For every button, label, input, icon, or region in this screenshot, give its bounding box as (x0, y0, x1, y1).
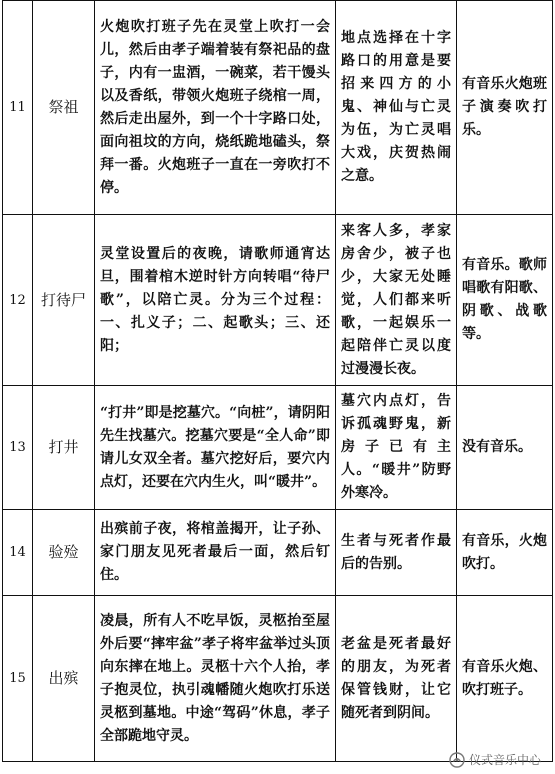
ritual-music: 没有音乐。 (457, 386, 553, 510)
ritual-music: 有音乐。歌师唱歌有阳歌、阴歌、战歌等。 (457, 215, 553, 386)
ritual-description: 出殡前子夜，将棺盖揭开，让子孙、家门朋友见死者最后一面，然后钉住。 (95, 510, 336, 596)
ritual-name: 祭祖 (33, 1, 95, 215)
ritual-purpose: 来客人多，孝家房舍少，被子也少，大家无处睡觉，人们都来听歌，一起娱乐一起陪伴亡灵以度过漫漫长夜。 (336, 215, 457, 386)
ritual-description: 灵堂设置后的夜晚，请歌师通宵达旦，围着棺木逆时针方向转唱“待尸歌”，以陪亡灵。分为三个过程：一、扎义子；二、起歌头；三、还阳； (95, 215, 336, 386)
ritual-description: 凌晨，所有人不吃早饭，灵柩抬至屋外后要“摔牢盆”孝子将牢盆举过头顶向东摔在地上。灵柩十六个人抬，孝子抱灵位，执引魂幡随火炮吹打乐送灵柩到墓地。中途“驾码”休息，孝子全部跪地守灵。 (95, 596, 336, 762)
ritual-music: 有音乐火炮班子演奏吹打乐。 (457, 1, 553, 215)
row-number: 13 (3, 386, 33, 510)
row-number: 15 (3, 596, 33, 762)
ritual-description: “打井”即是挖墓穴。“向桩”，请阴阳先生找墓穴。挖墓穴要是“全人命”即请儿女双全者。墓穴挖好后，要穴内点灯，还要在穴内生火，叫“暖井”。 (95, 386, 336, 510)
ritual-name: 出殡 (33, 596, 95, 762)
ritual-table (2, 0, 553, 762)
wechat-channel-icon (449, 752, 465, 768)
ritual-purpose: 墓穴内点灯，告诉孤魂野鬼，新房子已有主人。“暖井”防野外寒冷。 (336, 386, 457, 510)
row-number: 14 (3, 510, 33, 596)
ritual-description: 火炮吹打班子先在灵堂上吹打一会儿，然后由孝子端着装有祭祀品的盘子，内有一盅酒，一碗菜，若干馒头以及香纸，带领火炮班子绕棺一周，然后走出屋外，到一个十字路口处，面向祖坟的方向，烧纸跪地磕头，祭拜一番。火炮班子一直在一旁吹打不停。 (95, 1, 336, 215)
ritual-name: 验殓 (33, 510, 95, 596)
table-row (3, 510, 553, 596)
table-row (3, 386, 553, 510)
ritual-music: 有音乐火炮、吹打班子。 (457, 596, 553, 762)
table-row (3, 596, 553, 762)
watermark-text: 仪式音乐中心 (468, 753, 541, 767)
ritual-music: 有音乐，火炮吹打。 (457, 510, 553, 596)
ritual-purpose: 生者与死者作最后的告别。 (336, 510, 457, 596)
table-row (3, 215, 553, 386)
watermark (449, 751, 541, 768)
ritual-purpose: 老盆是死者最好的朋友，为死者保管钱财，让它随死者到阴间。 (336, 596, 457, 762)
table-row (3, 1, 553, 215)
row-number: 11 (3, 1, 33, 215)
ritual-name: 打待尸 (33, 215, 95, 386)
ritual-name: 打井 (33, 386, 95, 510)
row-number: 12 (3, 215, 33, 386)
ritual-purpose: 地点选择在十字路口的用意是要招来四方的小鬼、神仙与亡灵为伍，为亡灵唱大戏，庆贺热闹之意。 (336, 1, 457, 215)
